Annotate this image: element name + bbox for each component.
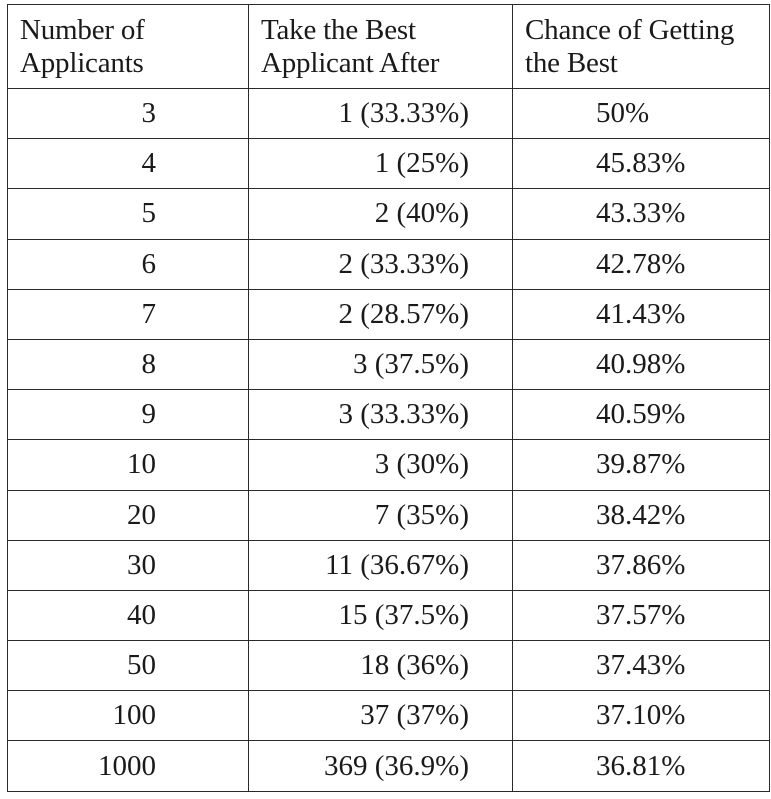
table-row xyxy=(8,490,770,540)
cell-chance-of-best: 42.78% xyxy=(513,239,770,289)
cell-chance-of-best: 50% xyxy=(513,89,770,139)
cell-chance-of-best: 40.98% xyxy=(513,339,770,389)
cell-chance-of-best: 45.83% xyxy=(513,139,770,189)
cell-chance-of-best: 37.57% xyxy=(513,590,770,640)
cell-take-best-after: 37 (37%) xyxy=(249,691,513,741)
table-row xyxy=(8,289,770,339)
header-chance-of-getting-best xyxy=(513,5,770,89)
cell-take-best-after: 1 (33.33%) xyxy=(249,89,513,139)
cell-number-of-applicants: 30 xyxy=(8,540,249,590)
table-header xyxy=(8,5,770,89)
cell-chance-of-best: 41.43% xyxy=(513,289,770,339)
table-row xyxy=(8,590,770,640)
table-row xyxy=(8,440,770,490)
header-take-the-best-after xyxy=(249,5,513,89)
cell-number-of-applicants: 10 xyxy=(8,440,249,490)
cell-take-best-after: 2 (28.57%) xyxy=(249,289,513,339)
table-row xyxy=(8,239,770,289)
header-row xyxy=(8,5,770,89)
cell-take-best-after: 369 (36.9%) xyxy=(249,741,513,791)
cell-take-best-after: 7 (35%) xyxy=(249,490,513,540)
table-row xyxy=(8,339,770,389)
header-line: Take the Best xyxy=(261,13,416,46)
header-line: the Best xyxy=(525,46,618,79)
cell-number-of-applicants: 5 xyxy=(8,189,249,239)
cell-number-of-applicants: 50 xyxy=(8,641,249,691)
table-body xyxy=(8,89,770,792)
cell-take-best-after: 15 (37.5%) xyxy=(249,590,513,640)
cell-number-of-applicants: 1000 xyxy=(8,741,249,791)
cell-take-best-after: 3 (33.33%) xyxy=(249,390,513,440)
header-line: Chance of Getting xyxy=(525,13,735,46)
header-line: Applicant After xyxy=(261,46,440,79)
table-row xyxy=(8,691,770,741)
cell-take-best-after: 3 (37.5%) xyxy=(249,339,513,389)
cell-take-best-after: 18 (36%) xyxy=(249,641,513,691)
cell-take-best-after: 2 (40%) xyxy=(249,189,513,239)
cell-chance-of-best: 37.10% xyxy=(513,691,770,741)
cell-number-of-applicants: 8 xyxy=(8,339,249,389)
header-number-of-applicants xyxy=(8,5,249,89)
cell-chance-of-best: 37.43% xyxy=(513,641,770,691)
cell-take-best-after: 3 (30%) xyxy=(249,440,513,490)
cell-chance-of-best: 39.87% xyxy=(513,440,770,490)
table-row xyxy=(8,189,770,239)
cell-take-best-after: 2 (33.33%) xyxy=(249,239,513,289)
cell-number-of-applicants: 100 xyxy=(8,691,249,741)
table-row xyxy=(8,741,770,791)
cell-chance-of-best: 40.59% xyxy=(513,390,770,440)
cell-chance-of-best: 37.86% xyxy=(513,540,770,590)
table-row xyxy=(8,390,770,440)
cell-number-of-applicants: 20 xyxy=(8,490,249,540)
cell-take-best-after: 1 (25%) xyxy=(249,139,513,189)
cell-number-of-applicants: 7 xyxy=(8,289,249,339)
cell-number-of-applicants: 6 xyxy=(8,239,249,289)
cell-number-of-applicants: 9 xyxy=(8,390,249,440)
header-line: Number of xyxy=(20,13,145,46)
cell-chance-of-best: 36.81% xyxy=(513,741,770,791)
table-container xyxy=(7,4,769,795)
cell-number-of-applicants: 40 xyxy=(8,590,249,640)
table-row xyxy=(8,641,770,691)
cell-take-best-after: 11 (36.67%) xyxy=(249,540,513,590)
table-row xyxy=(8,540,770,590)
table-row xyxy=(8,89,770,139)
cell-chance-of-best: 43.33% xyxy=(513,189,770,239)
cell-number-of-applicants: 4 xyxy=(8,139,249,189)
header-line: Applicants xyxy=(20,46,144,79)
applicants-table xyxy=(7,4,770,792)
cell-chance-of-best: 38.42% xyxy=(513,490,770,540)
table-row xyxy=(8,139,770,189)
cell-number-of-applicants: 3 xyxy=(8,89,249,139)
